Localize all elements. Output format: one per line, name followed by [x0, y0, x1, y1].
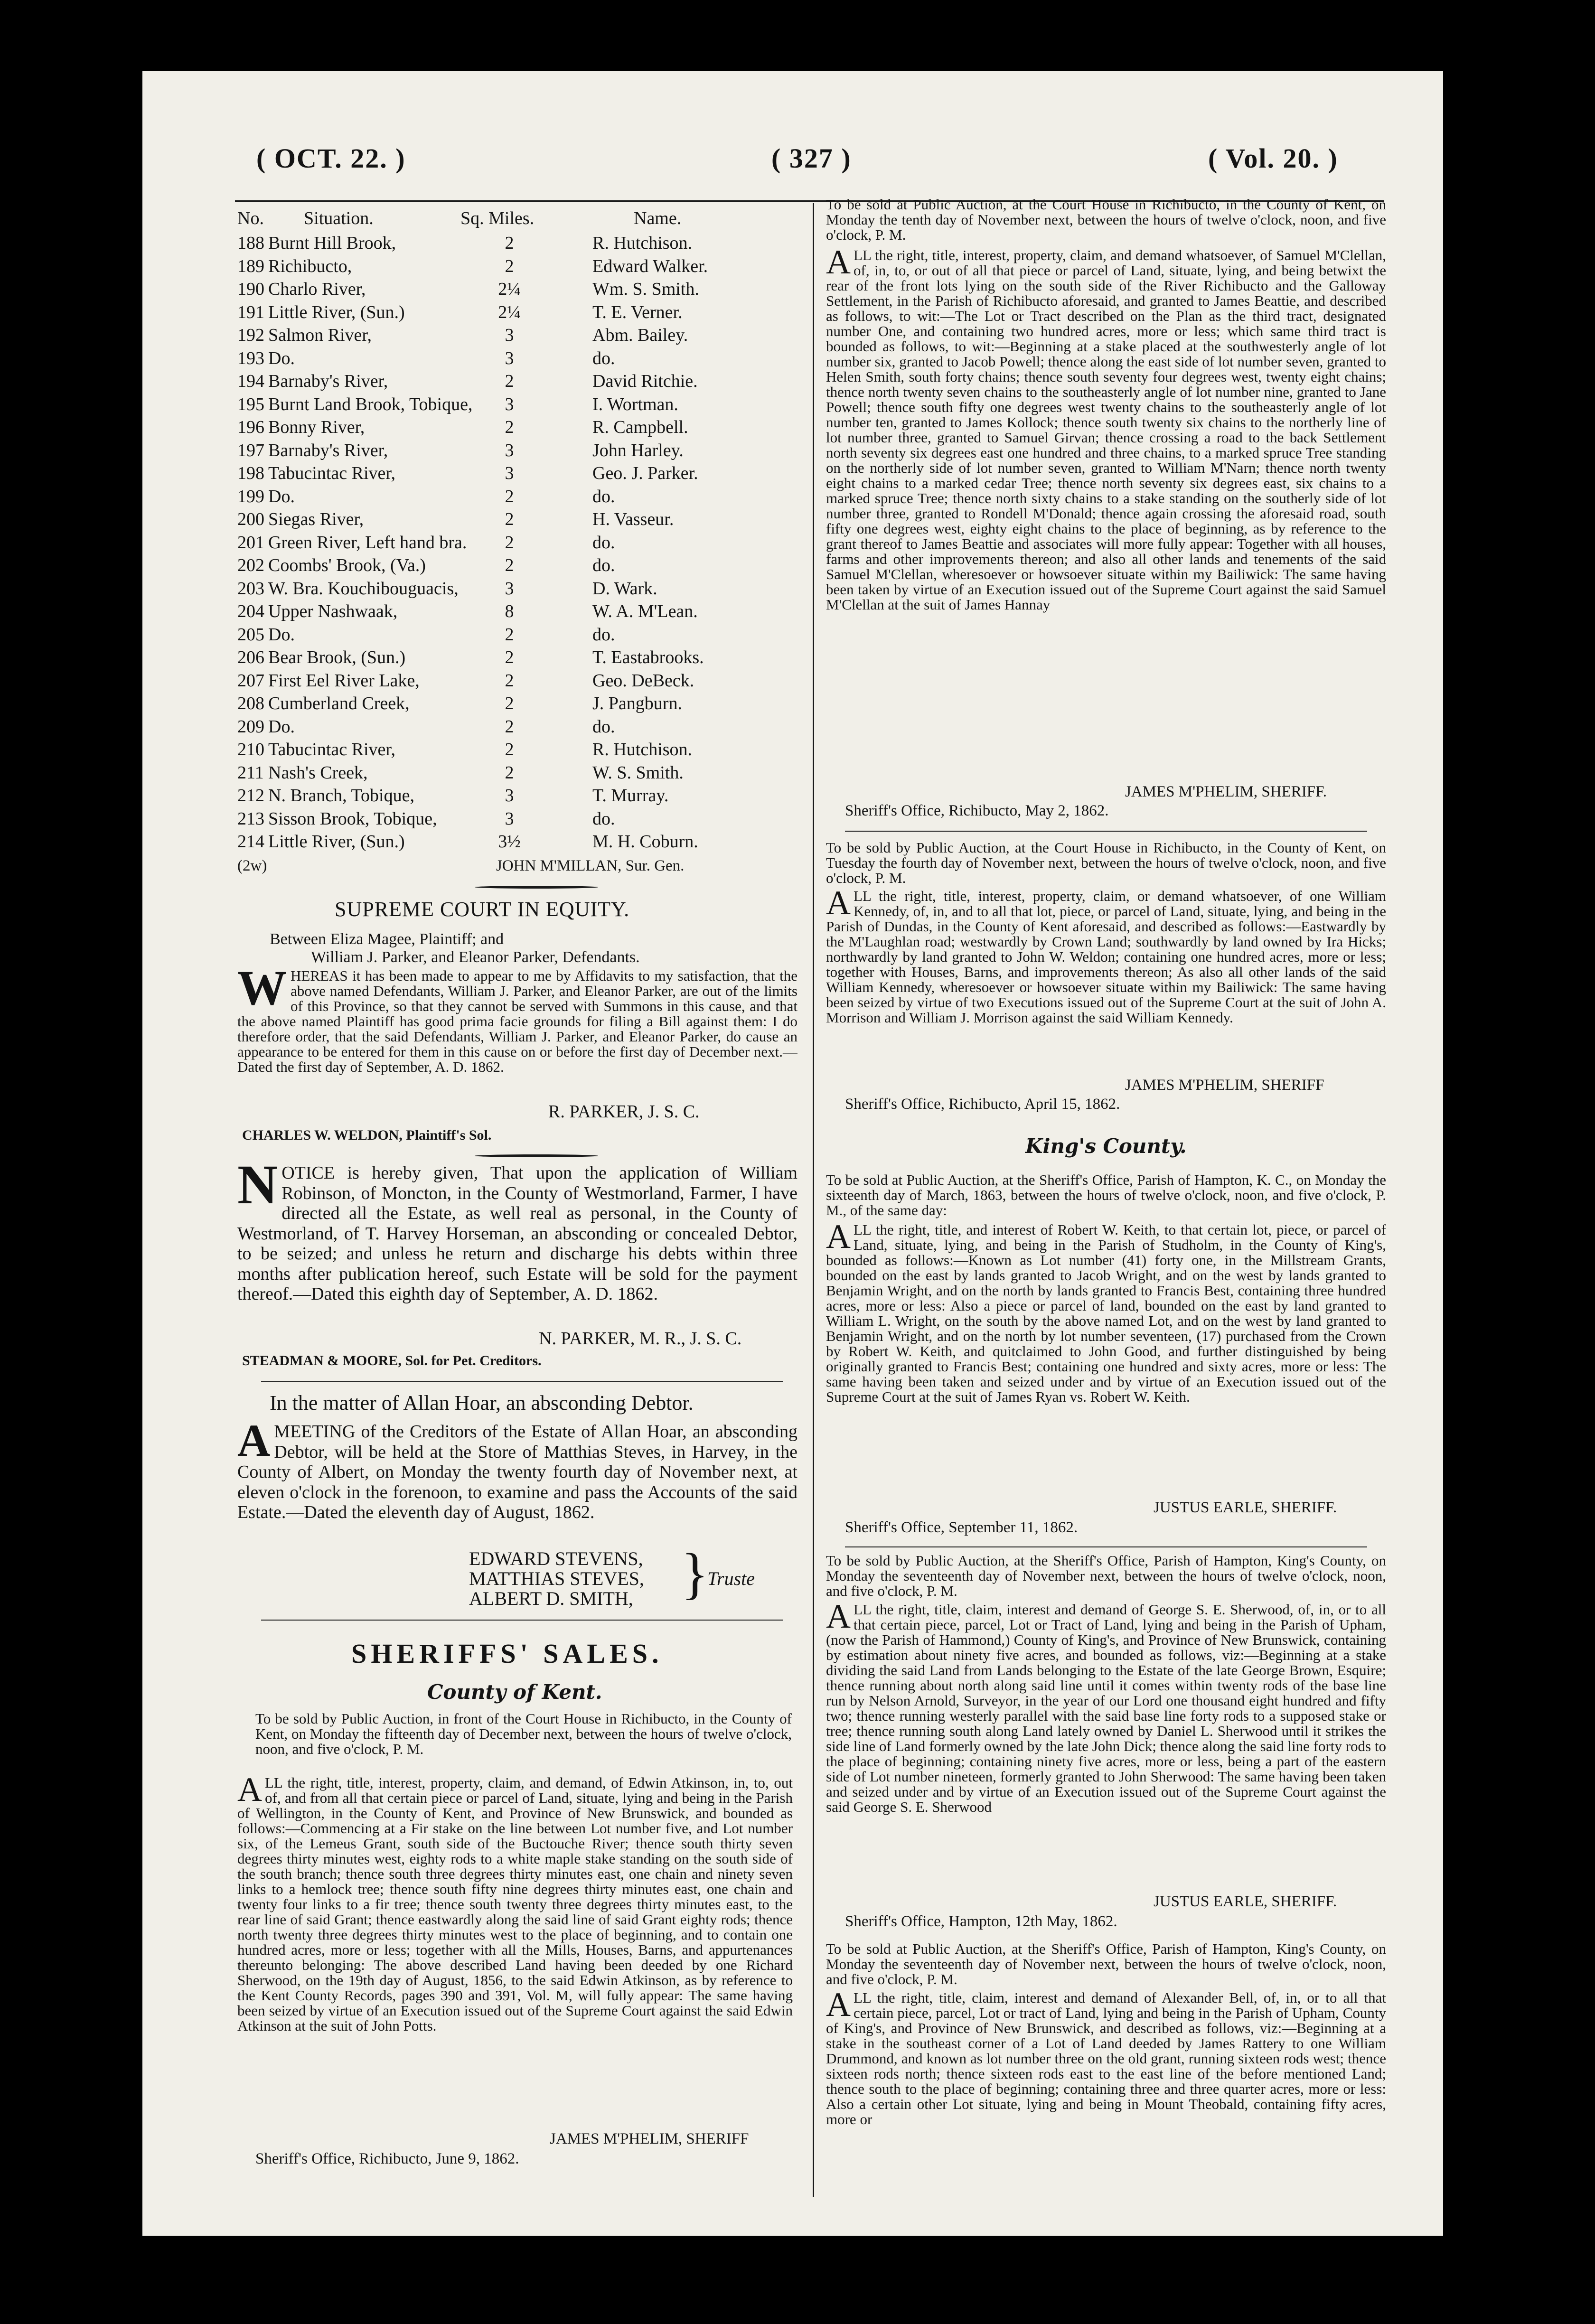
- hoar-notice: [237, 1422, 798, 1545]
- grant-name: H. Vasseur.: [592, 509, 674, 529]
- grant-row: [237, 256, 793, 278]
- kennedy-signature: JAMES M'PHELIM, SHERIFF: [1125, 1077, 1324, 1094]
- grant-name: John Harley.: [592, 440, 684, 460]
- grant-situation: First Eel River Lake,: [268, 670, 420, 691]
- grant-sq-miles: 8: [505, 601, 514, 621]
- grant-situation: Green River, Left hand bra.: [268, 532, 467, 553]
- grant-no: 191: [237, 302, 264, 322]
- grant-row: [237, 325, 793, 347]
- grant-sq-miles: 2: [505, 762, 514, 783]
- grant-situation: Barnaby's River,: [268, 440, 388, 460]
- hoar-drop-cap: A: [237, 1422, 271, 1466]
- kennedy-drop-cap: A: [826, 889, 851, 922]
- grant-no: 205: [237, 624, 264, 645]
- hoar-body: MEETING of the Creditors of the Estate of Allan Hoar, an absconding Debtor, will be held at the Store of Matthias Steves, in Harvey, in the County of Albert, on Monday the twenty fourth day of November next, at eleven o'clock in the forenoon, to examine and pass the Accounts of the said Estate.—Dated the eleventh day of August, 1862.: [237, 1422, 798, 1522]
- notice-mark: (2w): [237, 857, 267, 874]
- grant-row: [237, 509, 793, 531]
- bell-drop-cap: A: [826, 1990, 851, 2024]
- keith-signature: JUSTUS EARLE, SHERIFF.: [1154, 1499, 1337, 1516]
- grant-name: do.: [592, 555, 615, 575]
- grant-situation: Richibucto,: [268, 256, 352, 276]
- grant-name: do.: [592, 532, 615, 553]
- grant-situation: Do.: [268, 716, 295, 737]
- grant-sq-miles: 3: [505, 394, 514, 414]
- grant-sq-miles: 2: [505, 532, 514, 553]
- grant-name: I. Wortman.: [592, 394, 678, 414]
- grant-row: [237, 486, 793, 508]
- grant-sq-miles: 2: [505, 371, 514, 391]
- grant-sq-miles: 2: [505, 233, 514, 253]
- grant-no: 204: [237, 601, 264, 621]
- equity-heading: SUPREME COURT IN EQUITY.: [335, 898, 630, 921]
- grant-row: [237, 739, 793, 761]
- equity-solicitor: CHARLES W. WELDON, Plaintiff's Sol.: [242, 1127, 492, 1143]
- grant-no: 197: [237, 440, 264, 460]
- grant-no: 190: [237, 279, 264, 299]
- equity-signature: R. PARKER, J. S. C.: [548, 1102, 700, 1122]
- keith-drop-cap: A: [826, 1222, 851, 1256]
- kennedy-office: Sheriff's Office, Richibucto, April 15, 1862.: [845, 1096, 1120, 1113]
- notice-drop-cap: N: [237, 1163, 278, 1216]
- grant-no: 201: [237, 532, 264, 553]
- grant-name: R. Hutchison.: [592, 233, 693, 253]
- bell-body: LL the right, title, claim, interest and demand of Alexander Bell, of, in, or to all that certain piece, parcel, Lot or tract of Land, lying and being in the Parish of Upham, County of King's, and Province of New Brunswick, and described as follows, viz:—Beginning at a stake in the southeast corner of a Lot of Land deeded by James Rattery to one William Drummond, and known as lot number three on the old grant, running sixteen rods west; thence sixteen rods north; thence sixteen rods east to the east line of the before mentioned Land; thence south to the place of beginning; containing three and three quarter acres, more or less: Also a certain other Lot situate, lying and being in Mount Theobald, containing fifty acres, more or: [826, 1990, 1386, 2127]
- grant-name: T. Murray.: [592, 786, 669, 806]
- section-rule: [845, 831, 1367, 832]
- grant-row: [237, 463, 793, 485]
- grant-sq-miles: 3: [505, 786, 514, 806]
- grant-table-header: [237, 208, 793, 230]
- grant-no: 203: [237, 578, 264, 599]
- atkinson-office: Sheriff's Office, Richibucto, June 9, 1862.: [255, 2150, 519, 2167]
- kennedy-body: LL the right, title, interest, property, claim, or demand whatsoever, of one William Kennedy, of, in, and to all that lot, piece, or parcel of Land, situate, lying, and being in the Parish of Dundas, in the County of Kent aforesaid, and described as follows:—Eastwardly by the M'Laughlan road; westwardly by Crown Land; southwardly by land owned by Ira Hicks; northwardly by land granted to John W. Weldon; containing one hundred acres, more or less; together with Houses, Barns, and improvements thereon; As also all other lands of the said William Kennedy, wheresoever or howsoever situate within my Bailiwick: The same having been seized by virtue of two Executions issued out of the Supreme Court at the suit of John A. Morrison and William J. Morrison against the said William Kennedy.: [826, 889, 1386, 1026]
- grant-situation: Do.: [268, 486, 295, 506]
- grant-no: 200: [237, 509, 264, 529]
- sherwood-signature: JUSTUS EARLE, SHERIFF.: [1154, 1893, 1337, 1910]
- grant-row: [237, 762, 793, 784]
- trustee-1: EDWARD STEVENS,: [469, 1548, 643, 1569]
- col-sq-miles: Sq. Miles.: [460, 208, 535, 228]
- trustee-2: MATTHIAS STEVES,: [469, 1568, 644, 1589]
- grant-situation: Little River, (Sun.): [268, 302, 405, 322]
- grant-row: [237, 279, 793, 300]
- equity-order: [237, 968, 798, 1097]
- grant-name: do.: [592, 716, 615, 737]
- equity-parties-1: Between Eliza Magee, Plaintiff; and: [270, 930, 504, 948]
- grant-situation: Salmon River,: [268, 325, 372, 345]
- hoar-heading: In the matter of Allan Hoar, an absconding Debtor.: [270, 1391, 694, 1415]
- grant-sq-miles: 2: [505, 417, 514, 437]
- keith-sale: [826, 1222, 1386, 1498]
- grant-no: 207: [237, 670, 264, 691]
- kennedy-sale: [826, 889, 1386, 1074]
- ornament-rule: [475, 886, 598, 889]
- atkinson-body: LL the right, title, interest, property, claim, and demand, of Edwin Atkinson, in, to, out of, and from all that certain piece or parcel of Land, situate, lying and being in the Parish of Wellington, in the County of Kent, and Province of New Brunswick, and bounded as follows:—Commencing at a Fir stake on the line between Lot number five, and Lot number six, of the Lemeus Grant, south side of the Buctouche River; thence south thirty seven degrees thirty minutes west, eighty rods to a white maple stake standing on the south side of the south branch; thence south three degrees thirty minutes east, one chain and ninety seven links to a hemlock tree; thence south fifty nine degrees thirty minutes east, one chain and twenty four links to a fir tree; thence south twenty three degrees thirty minutes east, to the rear line of said Grant; thence eastwardly along the said line of said Grant eighty rods; thence north twenty three degrees thirty minutes west to the place of beginning, and to contain one hundred acres, more or less; together with all the Mills, Houses, Barns, and appurtenances thereunto belonging: The above described Land having been deeded by one Richard Sherwood, on the 19th day of August, 1856, to the said Edwin Atkinson, as by reference to the Kent County Records, pages 390 and 391, Vol. M, will fully appear: The same having been seized by virtue of an Execution issued out of the Supreme Court against the said Edwin Atkinson at the suit of John Potts.: [237, 1775, 793, 2034]
- keith-intro: To be sold at Public Auction, at the Sheriff's Office, Parish of Hampton, K. C., on Monday the sixteenth day of March, 1863, between the hours of twelve o'clock, noon, and five o'clock, P. M., of the same day:: [826, 1172, 1386, 1218]
- sherwood-intro: To be sold by Public Auction, at the Sheriff's Office, Parish of Hampton, King's County, on Monday the seventeenth day of November next, between the hours of twelve o'clock, noon, and five o'clock, P. M.: [826, 1553, 1386, 1599]
- grant-situation: Upper Nashwaak,: [268, 601, 398, 621]
- mcclellan-intro: To be sold at Public Auction, at the Court House in Richibucto, in the County of Kent, on Monday the tenth day of November next, between the hours of twelve o'clock, noon, and five o'clock, P. M.: [826, 197, 1386, 243]
- col-no: No.: [237, 208, 264, 228]
- grant-row: [237, 578, 793, 600]
- atkinson-sale: [237, 1775, 793, 2129]
- grant-situation: Bear Brook, (Sun.): [268, 647, 406, 667]
- grant-row: [237, 417, 793, 439]
- grant-name: T. E. Verner.: [592, 302, 683, 322]
- grant-no: 193: [237, 348, 264, 368]
- grant-name: do.: [592, 808, 615, 829]
- kings-heading: King's County.: [1025, 1134, 1187, 1158]
- grant-situation: Sisson Brook, Tobique,: [268, 808, 437, 829]
- grant-situation: Do.: [268, 624, 295, 645]
- grant-name: R. Campbell.: [592, 417, 688, 437]
- grant-situation: Barnaby's River,: [268, 371, 388, 391]
- grant-no: 189: [237, 256, 264, 276]
- trustee-brace: }: [681, 1542, 709, 1605]
- grant-row: [237, 693, 793, 715]
- grant-name: do.: [592, 486, 615, 506]
- grant-no: 211: [237, 762, 264, 783]
- grant-no: 199: [237, 486, 264, 506]
- surveyor-signature: JOHN M'MILLAN, Sur. Gen.: [496, 857, 685, 874]
- grant-situation: Burnt Hill Brook,: [268, 233, 396, 253]
- atkinson-signature: JAMES M'PHELIM, SHERIFF: [550, 2130, 749, 2147]
- grant-sq-miles: 2: [505, 509, 514, 529]
- sherwood-office: Sheriff's Office, Hampton, 12th May, 1862.: [845, 1913, 1117, 1930]
- grant-no: 213: [237, 808, 264, 829]
- issue-date: ( OCT. 22. ): [256, 143, 406, 174]
- keith-body: LL the right, title, and interest of Robert W. Keith, to that certain lot, piece, or parcel of Land, situate, lying, and being in the Parish of Studholm, in the County of King's, bounded as follows:—Known as Lot number (41) forty one, in the Millstream Grants, bounded on the east by lands granted to Jacob Wright, and on the west by lands granted to Benjamin Wright, and on the north by lands granted to Francis Best, containing three hundred acres, more or less: Also a piece or parcel of land, bounded on the east by land granted to William L. Wright, on the south by the above named Lot, and on the west by land granted to Benjamin Wright, and on the north by lot number seventeen, (17) purchased from the Crown by Robert W. Keith, and quitclaimed to John Good, and further distinguished by being originally granted to Francis Best; containing one hundred and sixty acres, more or less: The same having been taken and seized under and by virtue of an Execution issued out of the Supreme Court at the suit of James Ryan vs. Robert W. Keith.: [826, 1222, 1386, 1405]
- grant-sq-miles: 3: [505, 463, 514, 483]
- section-rule: [261, 1381, 783, 1382]
- grant-sq-miles: 3½: [498, 832, 521, 852]
- grant-no: 212: [237, 786, 264, 806]
- equity-parties-2: William J. Parker, and Eleanor Parker, Defendants.: [311, 948, 640, 966]
- grant-situation: Do.: [268, 348, 295, 368]
- grant-situation: Little River, (Sun.): [268, 832, 405, 852]
- grant-name: Geo. DeBeck.: [592, 670, 694, 691]
- grant-name: T. Eastabrooks.: [592, 647, 704, 667]
- trustee-3: ALBERT D. SMITH,: [469, 1588, 633, 1609]
- grant-row: [237, 440, 793, 462]
- grant-situation: Tabucintac River,: [268, 740, 396, 759]
- mcclellan-office: Sheriff's Office, Richibucto, May 2, 1862.: [845, 802, 1109, 819]
- mcclellan-sale: [826, 248, 1386, 778]
- grant-row: [237, 670, 793, 692]
- grant-no: 195: [237, 394, 264, 414]
- grant-no: 196: [237, 417, 264, 437]
- sheriffs-sales-heading: SHERIFFS' SALES.: [351, 1638, 663, 1669]
- notice-solicitor: STEADMAN & MOORE, Sol. for Pet. Creditors.: [242, 1353, 542, 1368]
- section-rule: [261, 1620, 783, 1621]
- col-situation: Situation.: [304, 208, 374, 228]
- grant-name: Wm. S. Smith.: [592, 279, 699, 299]
- grant-situation: Burnt Land Brook, Tobique,: [268, 394, 473, 414]
- sherwood-drop-cap: A: [826, 1602, 851, 1635]
- grant-row: [237, 647, 793, 669]
- grant-row: [237, 831, 793, 853]
- ornament-rule: [475, 1154, 598, 1157]
- grant-table: [237, 208, 798, 872]
- kennedy-intro: To be sold by Public Auction, at the Court House in Richibucto, in the County of Kent, on Tuesday the fourth day of November next, between the hours of twelve o'clock, noon, and five o'clock, P. M.: [826, 840, 1386, 886]
- grant-situation: Charlo River,: [268, 279, 366, 299]
- sherwood-body: LL the right, title, claim, interest and demand of George S. E. Sherwood, of, in, or to all that certain piece, parcel, Lot or Tract of Land, lying and being in the Parish of Upham, (now the Parish of Hammond,) County of King's, and Province of New Brunswick, containing by estimation about ninety five acres, and bounded as follows, viz:—Beginning at a stake dividing the said Land from Lands belonging to the Estate of the late George Brown, Esquire; thence running about north along said line until it comes within twenty rods of the base line run by Nelson Arnold, Surveyor, in the year of our Lord one thousand eight hundred and fifty two; thence running westerly parallel with the said base line forty rods to a supposed stake or tree; thence running south along Land lately owned by Daniel L. Sherwood until it strikes the side line of Land formerly owned by the late John Dick; thence along the said line forty rods to the place of beginning; containing ninety five acres, more or less, being a part of the eastern side of Lot number nineteen, formerly granted to John Sherwood: The same having been taken and seized under and by virtue of an Execution issued out of the Supreme Court against the said George S. E. Sherwood: [826, 1602, 1386, 1815]
- grant-situation: Tabucintac River,: [268, 463, 396, 483]
- grant-name: R. Hutchison.: [592, 740, 693, 759]
- mcclellan-body: LL the right, title, interest, property, claim, and demand whatsoever, of Samuel M'Clellan, of, in, to, or out of all that piece or parcel of Land, situate, lying, and being betwixt the rear of the front lots lying on the south side of the River Richibucto and the Galloway Settlement, in the Parish of Richibucto aforesaid, and granted to James Beattie, and described as follows, to wit:—The Lot or Tract described on the Plan as the third tract, designated number One, and containing two hundred acres, more or less; which same third tract is bounded as follows, to wit:—Beginning at a stake placed at the southwesterly angle of lot number six, granted to Jacob Powell; thence along the east side of lot number seven, granted to Helen Smith, south forty chains; thence south seventy four degrees west, twenty eight chains; thence north twenty seven chains to the southeasterly angle of lot number nine, granted to Jane Powell; thence south fifty one degrees west twenty chains to the southeasterly angle of lot number ten, granted to James Kollock; thence south twenty six chains to the northerly line of lot number three, granted to Samuel Girvan; thence crossing a road to the back Settlement north seventy six degrees east one hundred and three chains, to a marked spruce Tree standing on the northerly side of lot number seven, granted to William M'Narn; thence north twenty eight chains to a marked cedar Tree; thence north seventy six degrees east, six chains to a marked spruce Tree; thence north sixty chains to a stake standing on the southerly side of lot number three, granted to Rondell M'Donald; thence again crossing the aforesaid road, south fifty one degrees west, eighty eight chains to the place of beginning, as by reference to the grant thereof to James Beattie and associates will more fully appear: Together with all houses, farms and other improvements thereon; and also all other lands and tenements of the said Samuel M'Clellan, wheresoever or howsoever situate within my Bailiwick: The same having been taken by virtue of an Execution issued out of the Supreme Court against the said Samuel M'Clellan at the suit of James Hannay: [826, 248, 1386, 613]
- notice-body: OTICE is hereby given, That upon the application of William Robinson, of Moncton, in the County of Westmorland, Farmer, I have directed all the Estate, as well real as personal, in the County of Westmorland, of T. Harvey Horseman, an absconding or concealed Debtor, to be seized; and unless he return and discharge his debts within three months after publication hereof, such Estate will be sold for the payment thereof.—Dated this eighth day of September, A. D. 1862.: [237, 1163, 798, 1304]
- grant-name: do.: [592, 348, 615, 368]
- grant-no: 198: [237, 463, 264, 483]
- grant-situation: Nash's Creek,: [268, 762, 368, 783]
- column-divider: [813, 203, 814, 2197]
- grant-row: [237, 302, 793, 324]
- notice-signature: N. PARKER, M. R., J. S. C.: [539, 1329, 742, 1349]
- grant-name: Edward Walker.: [592, 256, 708, 276]
- grant-situation: Cumberland Creek,: [268, 693, 410, 713]
- bell-intro: To be sold at Public Auction, at the Sheriff's Office, Parish of Hampton, King's County, on Monday the seventeenth day of November next, between the hours of twelve o'clock, noon, and five o'clock, P. M.: [826, 1941, 1386, 1987]
- grant-no: 214: [237, 832, 264, 852]
- grant-row: [237, 348, 793, 370]
- grant-no: 192: [237, 325, 264, 345]
- newspaper-page: [142, 71, 1443, 2236]
- grant-sq-miles: 2: [505, 486, 514, 506]
- equity-body: HEREAS it has been made to appear to me by Affidavits to my satisfaction, that the above named Defendants, William J. Parker, and Eleanor Parker, are out of the limits of this Province, so that they cannot be served with Summons in this cause, and that the above named Plaintiff has good prima facie grounds for filing a Bill against them: I do therefore order, that the said Defendants, William J. Parker, and Eleanor Parker, do cause an appearance to be entered for them in this cause on or before the first day of December next.—Dated the first day of September, A. D. 1862.: [237, 968, 798, 1075]
- grant-situation: W. Bra. Kouchibouguacis,: [268, 578, 459, 599]
- grant-sq-miles: 3: [505, 440, 514, 460]
- grant-row: [237, 371, 793, 393]
- grant-row: [237, 716, 793, 738]
- mcclellan-signature: JAMES M'PHELIM, SHERIFF.: [1125, 783, 1327, 800]
- atkinson-intro: To be sold by Public Auction, in front of the Court House in Richibucto, in the County of Kent, on Monday the fifteenth day of December next, between the hours of twelve o'clock, noon, and five o'clock, P. M.: [255, 1711, 792, 1757]
- grant-no: 194: [237, 371, 264, 391]
- col-name: Name.: [634, 208, 682, 228]
- section-rule: [845, 1546, 1367, 1547]
- grant-row: [237, 785, 793, 807]
- kent-heading: County of Kent.: [427, 1680, 602, 1704]
- grant-row: [237, 555, 793, 577]
- grant-name: Abm. Bailey.: [592, 325, 688, 345]
- grant-situation: Siegas River,: [268, 509, 364, 529]
- grant-row: [237, 394, 793, 416]
- grant-sq-miles: 2: [505, 693, 514, 713]
- grant-sq-miles: 2: [505, 670, 514, 691]
- grant-row: [237, 532, 793, 554]
- page-number: ( 327 ): [771, 143, 852, 174]
- grant-no: 209: [237, 716, 264, 737]
- volume-number: ( Vol. 20. ): [1208, 143, 1338, 174]
- grant-sq-miles: 2: [505, 740, 514, 759]
- grant-sq-miles: 2: [505, 624, 514, 645]
- grant-sq-miles: 2: [505, 647, 514, 667]
- grant-no: 206: [237, 647, 264, 667]
- grant-name: Geo. J. Parker.: [592, 463, 698, 483]
- bell-sale: [826, 1990, 1386, 2159]
- grant-no: 202: [237, 555, 264, 575]
- equity-drop-cap: W: [237, 968, 287, 1015]
- grant-name: J. Pangburn.: [592, 693, 682, 713]
- grant-situation: Coombs' Brook, (Va.): [268, 555, 426, 575]
- absconding-notice: [237, 1163, 798, 1327]
- grant-name: W. S. Smith.: [592, 762, 684, 783]
- grant-sq-miles: 3: [505, 808, 514, 829]
- grant-no: 188: [237, 233, 264, 253]
- grant-row: [237, 601, 793, 623]
- atkinson-drop-cap: A: [237, 1775, 262, 1809]
- grant-name: do.: [592, 624, 615, 645]
- grant-no: 210: [237, 740, 264, 759]
- grant-situation: N. Branch, Tobique,: [268, 786, 414, 806]
- grant-name: D. Wark.: [592, 578, 657, 599]
- grant-name: M. H. Coburn.: [592, 832, 698, 852]
- grant-situation: Bonny River,: [268, 417, 365, 437]
- sherwood-sale: [826, 1602, 1386, 1892]
- grant-name: David Ritchie.: [592, 371, 698, 391]
- grant-row: [237, 233, 793, 254]
- grant-sq-miles: 3: [505, 578, 514, 599]
- grant-row: [237, 624, 793, 646]
- grant-sq-miles: 2¼: [498, 302, 521, 322]
- grant-no: 208: [237, 693, 264, 713]
- grant-sq-miles: 3: [505, 348, 514, 368]
- grant-sq-miles: 2: [505, 256, 514, 276]
- grant-sq-miles: 2: [505, 716, 514, 737]
- grant-sq-miles: 2¼: [498, 279, 521, 299]
- grant-sq-miles: 3: [505, 325, 514, 345]
- mcclellan-drop-cap: A: [826, 248, 851, 281]
- trustee-label: Truste: [707, 1568, 755, 1589]
- keith-office: Sheriff's Office, September 11, 1862.: [845, 1519, 1078, 1536]
- grant-name: W. A. M'Lean.: [592, 601, 698, 621]
- grant-sq-miles: 2: [505, 555, 514, 575]
- grant-row: [237, 808, 793, 830]
